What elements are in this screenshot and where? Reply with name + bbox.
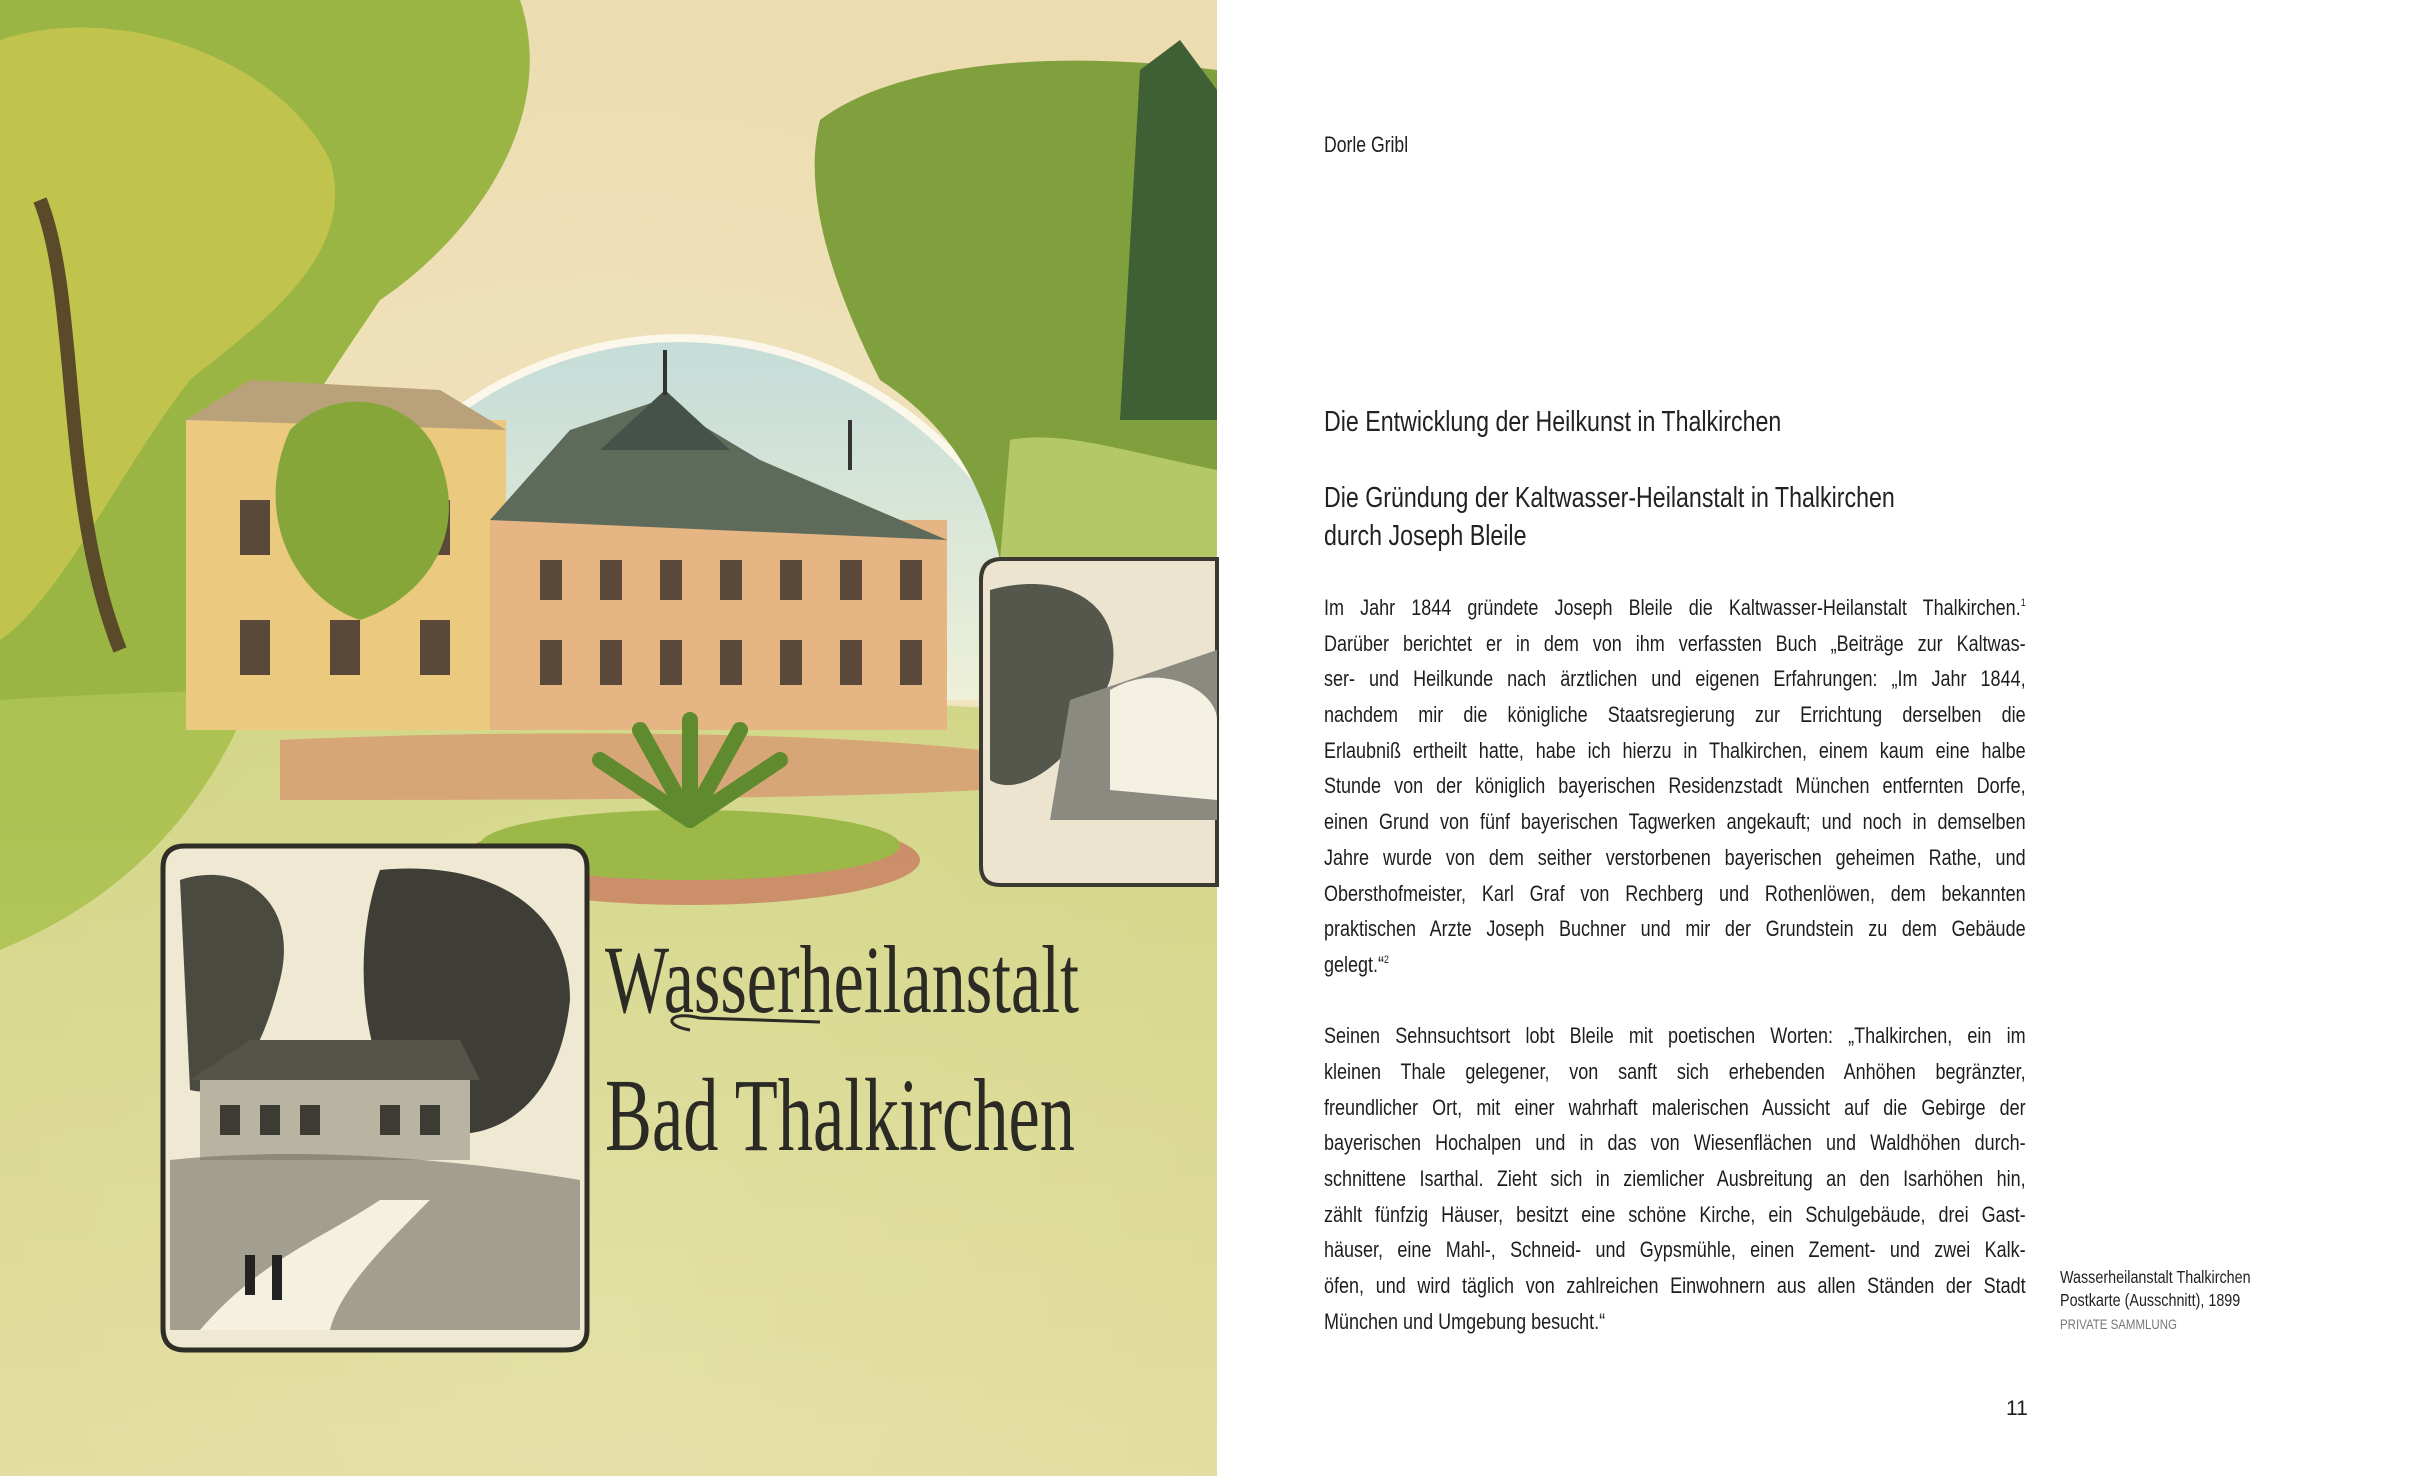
svg-text:Wasserheilanstalt: Wasserheilanstalt [605,926,1080,1033]
paragraph-2 [1324,1018,2026,1339]
text-line: häuser, eine Mahl-, Schneid- und Gypsmühle, einen Zement- und zwei Kalk- [1324,1237,2026,1263]
figure-caption [2060,1266,2251,1336]
footnote-marker[interactable]: 1 [2020,597,2026,609]
text-line: Stunde von der königlich bayerischen Residenzstadt München entfernten Dorfe, [1324,773,2026,799]
text-line: Im Jahr 1844 gründete Joseph Bleile die Kaltwasser-Heilanstalt Thalkirchen.$^1$ [1324,595,2026,620]
caption-detail: Postkarte (Ausschnitt), 1899 [2060,1290,2241,1310]
inset-left-illustration [163,846,587,1350]
caption-title: Wasserheilanstalt Thalkirchen [2060,1267,2251,1287]
text-line: ser- und Heilkunde nach ärztlichen und eigenen Erfahrungen: „Im Jahr 1844, [1324,666,2026,692]
text-line: schnittene Isarthal. Zieht sich in ziemlicher Ausbreitung an den Isarhöhen hin, [1324,1166,2026,1191]
text-line: einen Grund von fünf bayerischen Tagwerken angekauft; und noch in demselben [1324,809,2026,835]
footnote-marker[interactable]: 2 [1384,953,1389,966]
page-number: 11 [2006,1397,2028,1420]
text-line: zählt fünfzig Häuser, besitzt eine schöne Kirche, ein Schulgebäude, drei Gast- [1324,1201,2026,1227]
section-heading-line-2: durch Joseph Bleile [1324,520,1527,552]
text-line: Jahre wurde von dem seither verstorbenen bayerischen geheimen Rathe, und [1324,844,2026,870]
paragraph-1 [1324,590,2026,983]
caption-source: PRIVATE SAMMLUNG [2060,1316,2177,1332]
text-line: München und Umgebung besucht.“ [1324,1308,1606,1334]
chapter-heading: Die Entwicklung der Heilkunst in Thalkirchen [1324,406,1782,438]
text-line: öfen, und wird täglich von zahlreichen Einwohnern aus allen Ständen der Stadt [1324,1273,2026,1299]
text-line: Erlaubniß ertheilt hatte, habe ich hierzu in Thalkirchen, einem kaum eine halbe [1324,737,2026,763]
text-line: freundlicher Ort, mit einer wahrhaft malerischen Aussicht auf die Gebirge der [1324,1094,2026,1120]
svg-text:Bad Thalkirchen: Bad Thalkirchen [605,1058,1075,1173]
author-name: Dorle Gribl [1324,132,1409,157]
text-line: praktischen Arzte Joseph Buchner und mir der Grundstein zu dem Gebäude [1324,916,2026,942]
text-line: nachdem mir die königliche Staatsregierung zur Errichtung derselben die [1324,702,2026,728]
inset-right-illustration [981,559,1217,885]
body-text [1324,590,2026,1339]
text-line: Seinen Sehnsuchtsort lobt Bleile mit poetischen Worten: „Thalkirchen, ein im [1324,1023,2026,1049]
text-line: Darüber berichtet er in dem von ihm verfassten Buch „Beiträge zur Kaltwas- [1324,630,2026,656]
text-line: kleinen Thale gelegener, von sanft sich erhebenden Anhöhen begränzter, [1324,1058,2026,1084]
text-line: Obersthofmeister, Karl Graf von Rechberg und Rothenlöwen, dem bekannten [1324,880,2026,906]
text-line: bayerischen Hochalpen und in das von Wiesenflächen und Waldhöhen durch- [1324,1130,2026,1156]
section-heading-line-1: Die Gründung der Kaltwasser-Heilanstalt in Thalkirchen [1324,482,1895,514]
text-line: gelegt.“$^2$ [1324,951,1389,977]
